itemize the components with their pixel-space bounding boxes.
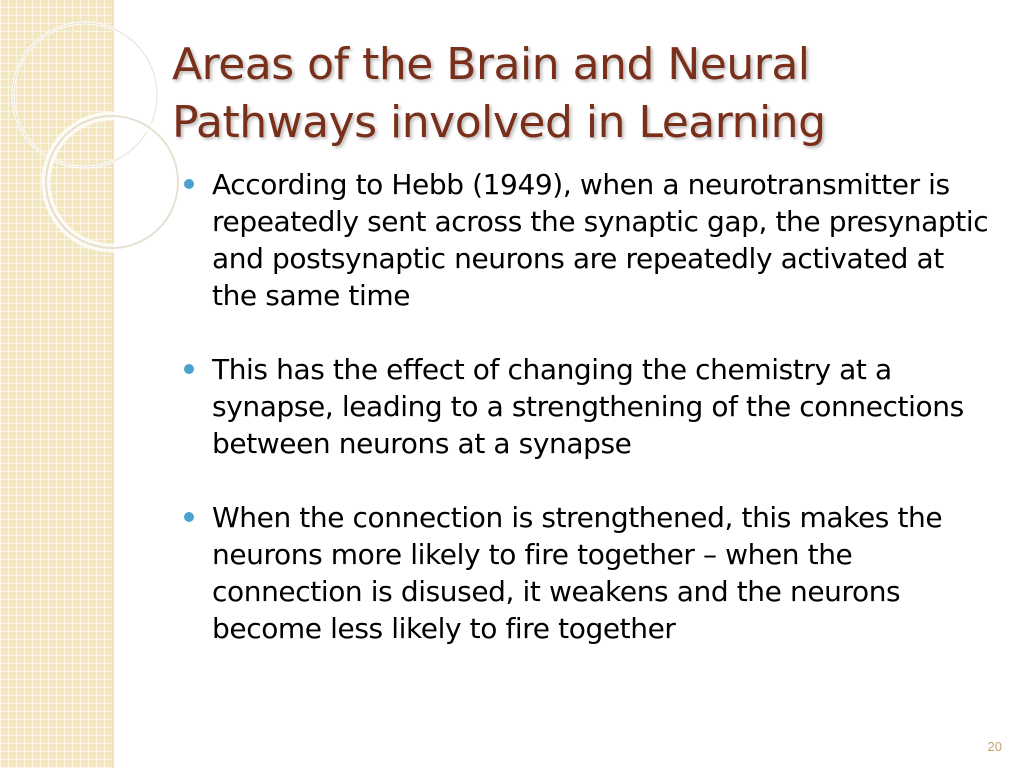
decorative-circles-graphic [0, 0, 200, 260]
page-number: 20 [987, 739, 1002, 754]
bullet-item-hebb [182, 166, 992, 314]
bullet-text: According to Hebb (1949), when a neurotransmitter is repeatedly sent across the synaptic gap, the presynaptic and postsynaptic neurons are repeatedly activated at the same time [212, 168, 989, 312]
bullet-list [182, 166, 992, 647]
bullet-dot-icon [184, 179, 194, 189]
slide-title-line-1: Areas of the Brain and Neural [172, 39, 810, 90]
bullet-dot-icon [184, 364, 194, 374]
bullet-dot-icon [184, 512, 194, 522]
bullet-item-connection [182, 499, 992, 647]
slide-title-line-2: Pathways involved in Learning [172, 97, 826, 148]
bullet-text: When the connection is strengthened, this makes the neurons more likely to fire together – when the connection is disused, it weakens and the neurons become less likely to fire together [212, 501, 943, 645]
bullet-text: This has the effect of changing the chemistry at a synapse, leading to a strengthening of the connections between neurons at a synapse [212, 353, 964, 460]
slide-title [172, 36, 972, 152]
bullet-item-chemistry [182, 351, 992, 462]
